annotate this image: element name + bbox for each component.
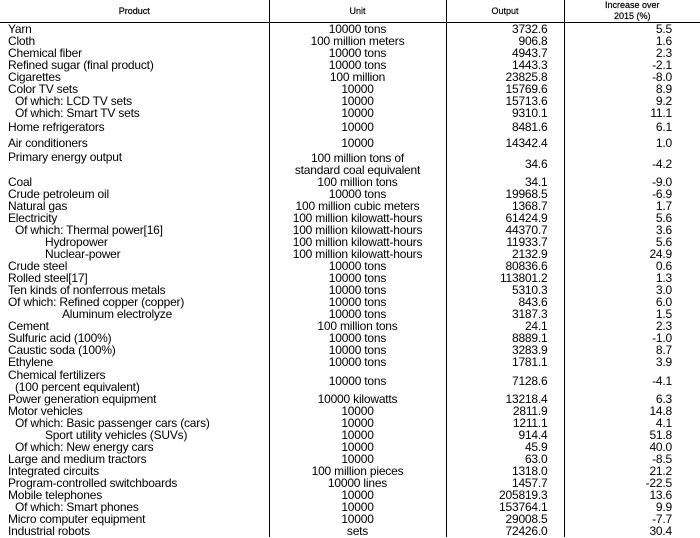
increase-cell: 24.9 (564, 248, 700, 260)
output-cell: 29008.5 (446, 513, 564, 525)
table-row (0, 368, 700, 393)
product-name: Large and medium tractors (8, 452, 147, 466)
increase-cell: 9.9 (564, 501, 700, 513)
unit-text: 10000 tons (328, 58, 387, 72)
unit-text: 10000 (341, 452, 374, 466)
output-cell: 1457.7 (446, 477, 564, 489)
increase-cell: 2.3 (564, 47, 700, 59)
output-cell: 113801.2 (446, 272, 564, 284)
unit-cell (269, 525, 446, 537)
product-cell (0, 368, 269, 393)
output-cell: 5310.3 (446, 284, 564, 296)
unit-text: 10000 (341, 120, 374, 134)
product-name: Cement (8, 319, 49, 333)
product-name: Nuclear-power (45, 247, 121, 261)
unit-text: 10000 tons (328, 307, 387, 321)
product-cell (0, 224, 269, 236)
table-row (0, 107, 700, 119)
product-name: Cigarettes (8, 70, 61, 84)
unit-text: 10000 (341, 136, 374, 150)
unit-text: 10000 (341, 94, 374, 108)
product-name: Motor vehicles (8, 404, 83, 418)
increase-cell: 5.5 (564, 23, 700, 36)
output-cell: 14342.4 (446, 135, 564, 151)
increase-cell: 8.9 (564, 83, 700, 95)
unit-text: 10000 tons (328, 283, 387, 297)
unit-cell (269, 151, 446, 176)
increase-cell: 1.3 (564, 272, 700, 284)
unit-cell (269, 119, 446, 135)
product-cell (0, 23, 269, 36)
product-name: Aluminum electrolyze (62, 307, 173, 321)
product-name: Yarn (8, 22, 32, 36)
output-cell: 13218.4 (446, 393, 564, 405)
unit-text: 100 million tons (317, 175, 398, 189)
unit-text: 10000 (341, 106, 374, 120)
product-name: Caustic soda (100%) (8, 343, 116, 357)
product-name: Electricity (8, 211, 58, 225)
unit-text: 10000 tons (328, 22, 387, 36)
product-name: Home refrigerators (8, 120, 105, 134)
increase-cell: 3.9 (564, 356, 700, 368)
product-name: Chemical fiber (8, 46, 82, 60)
product-name: Crude steel (8, 259, 68, 273)
unit-text: 100 million kilowatt-hours (292, 235, 423, 249)
output-cell: 11933.7 (446, 236, 564, 248)
unit-text: 10000 (341, 488, 374, 502)
product-name: Of which: New energy cars (15, 440, 154, 454)
unit-text: 10000 tons (328, 295, 387, 309)
unit-text: 10000 tons (328, 355, 387, 369)
unit-text: 10000 tons (328, 259, 387, 273)
product-name: Coal (8, 175, 32, 189)
product-name: Integrated circuits (8, 464, 99, 478)
unit-text: 10000 (341, 428, 374, 442)
product-name: Natural gas (8, 199, 68, 213)
output-cell: 1368.7 (446, 200, 564, 212)
output-cell: 4943.7 (446, 47, 564, 59)
product-name: Of which: Refined copper (copper) (8, 295, 185, 309)
unit-text: 10000 tons (328, 46, 387, 60)
unit-text: 100 million kilowatt-hours (292, 223, 423, 237)
unit-cell (269, 135, 446, 151)
product-name: Power generation equipment (8, 392, 157, 406)
product-cell (0, 151, 269, 176)
product-name: Mobile telephones (8, 488, 103, 502)
product-name: Of which: LCD TV sets (15, 94, 132, 108)
product-cell (0, 236, 269, 248)
increase-cell: -9.0 (564, 176, 700, 188)
header-unit: Unit (269, 0, 446, 23)
output-cell: 61424.9 (446, 212, 564, 224)
output-cell: 34.6 (446, 151, 564, 176)
output-cell: 44370.7 (446, 224, 564, 236)
unit-cell (269, 356, 446, 368)
output-cell: 914.4 (446, 429, 564, 441)
output-cell: 24.1 (446, 320, 564, 332)
output-cell: 19968.5 (446, 188, 564, 200)
unit-text: 100 million kilowatt-hours (292, 211, 423, 225)
unit-cell (269, 107, 446, 119)
product-name: Industrial robots (8, 524, 90, 538)
output-cell: 15713.6 (446, 95, 564, 107)
output-cell: 1211.1 (446, 417, 564, 429)
increase-cell: 40.0 (564, 441, 700, 453)
product-name: Sport utility vehicles (SUVs) (45, 428, 188, 442)
product-name: Chemical fertilizers (8, 367, 106, 382)
output-cell: 15769.6 (446, 83, 564, 95)
table-row (0, 135, 700, 151)
increase-cell: -8.0 (564, 71, 700, 83)
increase-cell: 4.1 (564, 417, 700, 429)
output-cell: 2132.9 (446, 248, 564, 260)
output-cell: 1318.0 (446, 465, 564, 477)
output-cell: 72426.0 (446, 525, 564, 537)
product-name: Micro computer equipment (8, 512, 146, 526)
increase-cell: -22.5 (564, 477, 700, 489)
product-name: Of which: Basic passenger cars (cars) (15, 416, 210, 430)
increase-cell: 5.6 (564, 212, 700, 224)
product-cell (0, 119, 269, 135)
increase-cell: -2.1 (564, 59, 700, 71)
unit-text: 100 million meters (310, 34, 405, 48)
output-cell: 9310.1 (446, 107, 564, 119)
unit-text: 10000 kilowatts (317, 392, 398, 406)
output-cell: 205819.3 (446, 489, 564, 501)
output-cell: 2811.9 (446, 405, 564, 417)
header-increase (564, 0, 700, 23)
increase-cell: -4.1 (564, 368, 700, 393)
increase-cell: 1.0 (564, 135, 700, 151)
increase-cell: 6.1 (564, 119, 700, 135)
output-cell: 1781.1 (446, 356, 564, 368)
product-name: Primary energy output (8, 150, 122, 164)
unit-text: 100 million tons (317, 319, 398, 333)
output-cell: 63.0 (446, 453, 564, 465)
unit-text: 10000 tons (328, 373, 387, 388)
increase-cell: 1.5 (564, 308, 700, 320)
product-cell (0, 525, 269, 537)
output-cell: 34.1 (446, 176, 564, 188)
product-name: Of which: Thermal power[16] (15, 223, 163, 237)
increase-cell: 14.8 (564, 405, 700, 417)
output-cell: 843.6 (446, 296, 564, 308)
increase-cell: 6.0 (564, 296, 700, 308)
increase-cell: -6.9 (564, 188, 700, 200)
increase-cell: 6.3 (564, 393, 700, 405)
output-cell: 45.9 (446, 441, 564, 453)
unit-text: 100 million cubic meters (295, 199, 420, 213)
output-cell: 906.8 (446, 35, 564, 47)
output-cell: 80836.6 (446, 260, 564, 272)
unit-text: 10000 tons (328, 187, 387, 201)
product-name: Cloth (8, 34, 36, 48)
unit-text-cont: standard coal equivalent (294, 162, 421, 177)
increase-cell: 30.4 (564, 525, 700, 537)
output-cell: 7128.6 (446, 368, 564, 393)
product-cell (0, 107, 269, 119)
increase-cell: 0.6 (564, 260, 700, 272)
product-name: Of which: Smart phones (15, 500, 139, 514)
product-name: Air conditioners (8, 136, 88, 150)
unit-text: 100 million pieces (311, 464, 404, 478)
increase-cell: 11.1 (564, 107, 700, 119)
increase-cell: 2.3 (564, 320, 700, 332)
output-cell: 8889.1 (446, 332, 564, 344)
unit-text: 10000 (341, 82, 374, 96)
output-cell: 8481.6 (446, 119, 564, 135)
unit-text: 10000 tons (328, 343, 387, 357)
product-name: Hydropower (45, 235, 108, 249)
table-row (0, 151, 700, 176)
increase-cell: 8.7 (564, 344, 700, 356)
increase-cell: 1.6 (564, 35, 700, 47)
increase-cell: 21.2 (564, 465, 700, 477)
unit-text: 10000 lines (327, 476, 388, 490)
unit-text: 100 million tons of (311, 150, 404, 165)
table-row (0, 525, 700, 537)
header-increase-line2: 2015 (%) (613, 11, 651, 21)
unit-cell (269, 368, 446, 393)
product-cell (0, 135, 269, 151)
increase-cell: 3.6 (564, 224, 700, 236)
increase-cell: 51.8 (564, 429, 700, 441)
output-cell: 3283.9 (446, 344, 564, 356)
increase-cell: 13.6 (564, 489, 700, 501)
unit-text: 100 million (329, 70, 386, 84)
output-cell: 153764.1 (446, 501, 564, 513)
product-name: Crude petroleum oil (8, 187, 109, 201)
product-name: Refined sugar (final product) (8, 58, 154, 72)
output-cell: 23825.8 (446, 71, 564, 83)
increase-cell: 9.2 (564, 95, 700, 107)
product-name: Color TV sets (8, 82, 78, 96)
unit-text: 10000 (341, 512, 374, 526)
increase-cell: -8.5 (564, 453, 700, 465)
increase-cell: -4.2 (564, 151, 700, 176)
table-row (0, 356, 700, 368)
table-row (0, 119, 700, 135)
increase-cell: -1.0 (564, 332, 700, 344)
unit-text: 10000 (341, 416, 374, 430)
increase-cell: 1.7 (564, 200, 700, 212)
unit-text: sets (346, 524, 369, 538)
product-name: Of which: Smart TV sets (15, 106, 140, 120)
header-output: Output (446, 0, 564, 23)
product-name: Program-controlled switchboards (8, 476, 178, 490)
table-body (0, 23, 700, 538)
product-name-cont: (100 percent equivalent) (15, 379, 140, 394)
increase-cell: 3.0 (564, 284, 700, 296)
unit-text: 10000 (341, 404, 374, 418)
output-cell: 3732.6 (446, 23, 564, 36)
header-product: Product (0, 0, 269, 23)
unit-text: 10000 (341, 440, 374, 454)
product-name: Rolled steel[17] (8, 271, 88, 285)
unit-text: 10000 tons (328, 271, 387, 285)
unit-text: 10000 tons (328, 331, 387, 345)
increase-cell: -7.7 (564, 513, 700, 525)
header-row (0, 0, 700, 23)
product-name: Sulfuric acid (100%) (8, 331, 112, 345)
output-cell: 1443.3 (446, 59, 564, 71)
output-cell: 3187.3 (446, 308, 564, 320)
product-name: Ethylene (8, 355, 54, 369)
increase-cell: 5.6 (564, 236, 700, 248)
unit-text: 10000 (341, 500, 374, 514)
unit-text: 100 million kilowatt-hours (292, 247, 423, 261)
header-increase-line1: Increase over (604, 0, 660, 10)
product-name: Ten kinds of nonferrous metals (8, 283, 166, 297)
product-cell (0, 356, 269, 368)
